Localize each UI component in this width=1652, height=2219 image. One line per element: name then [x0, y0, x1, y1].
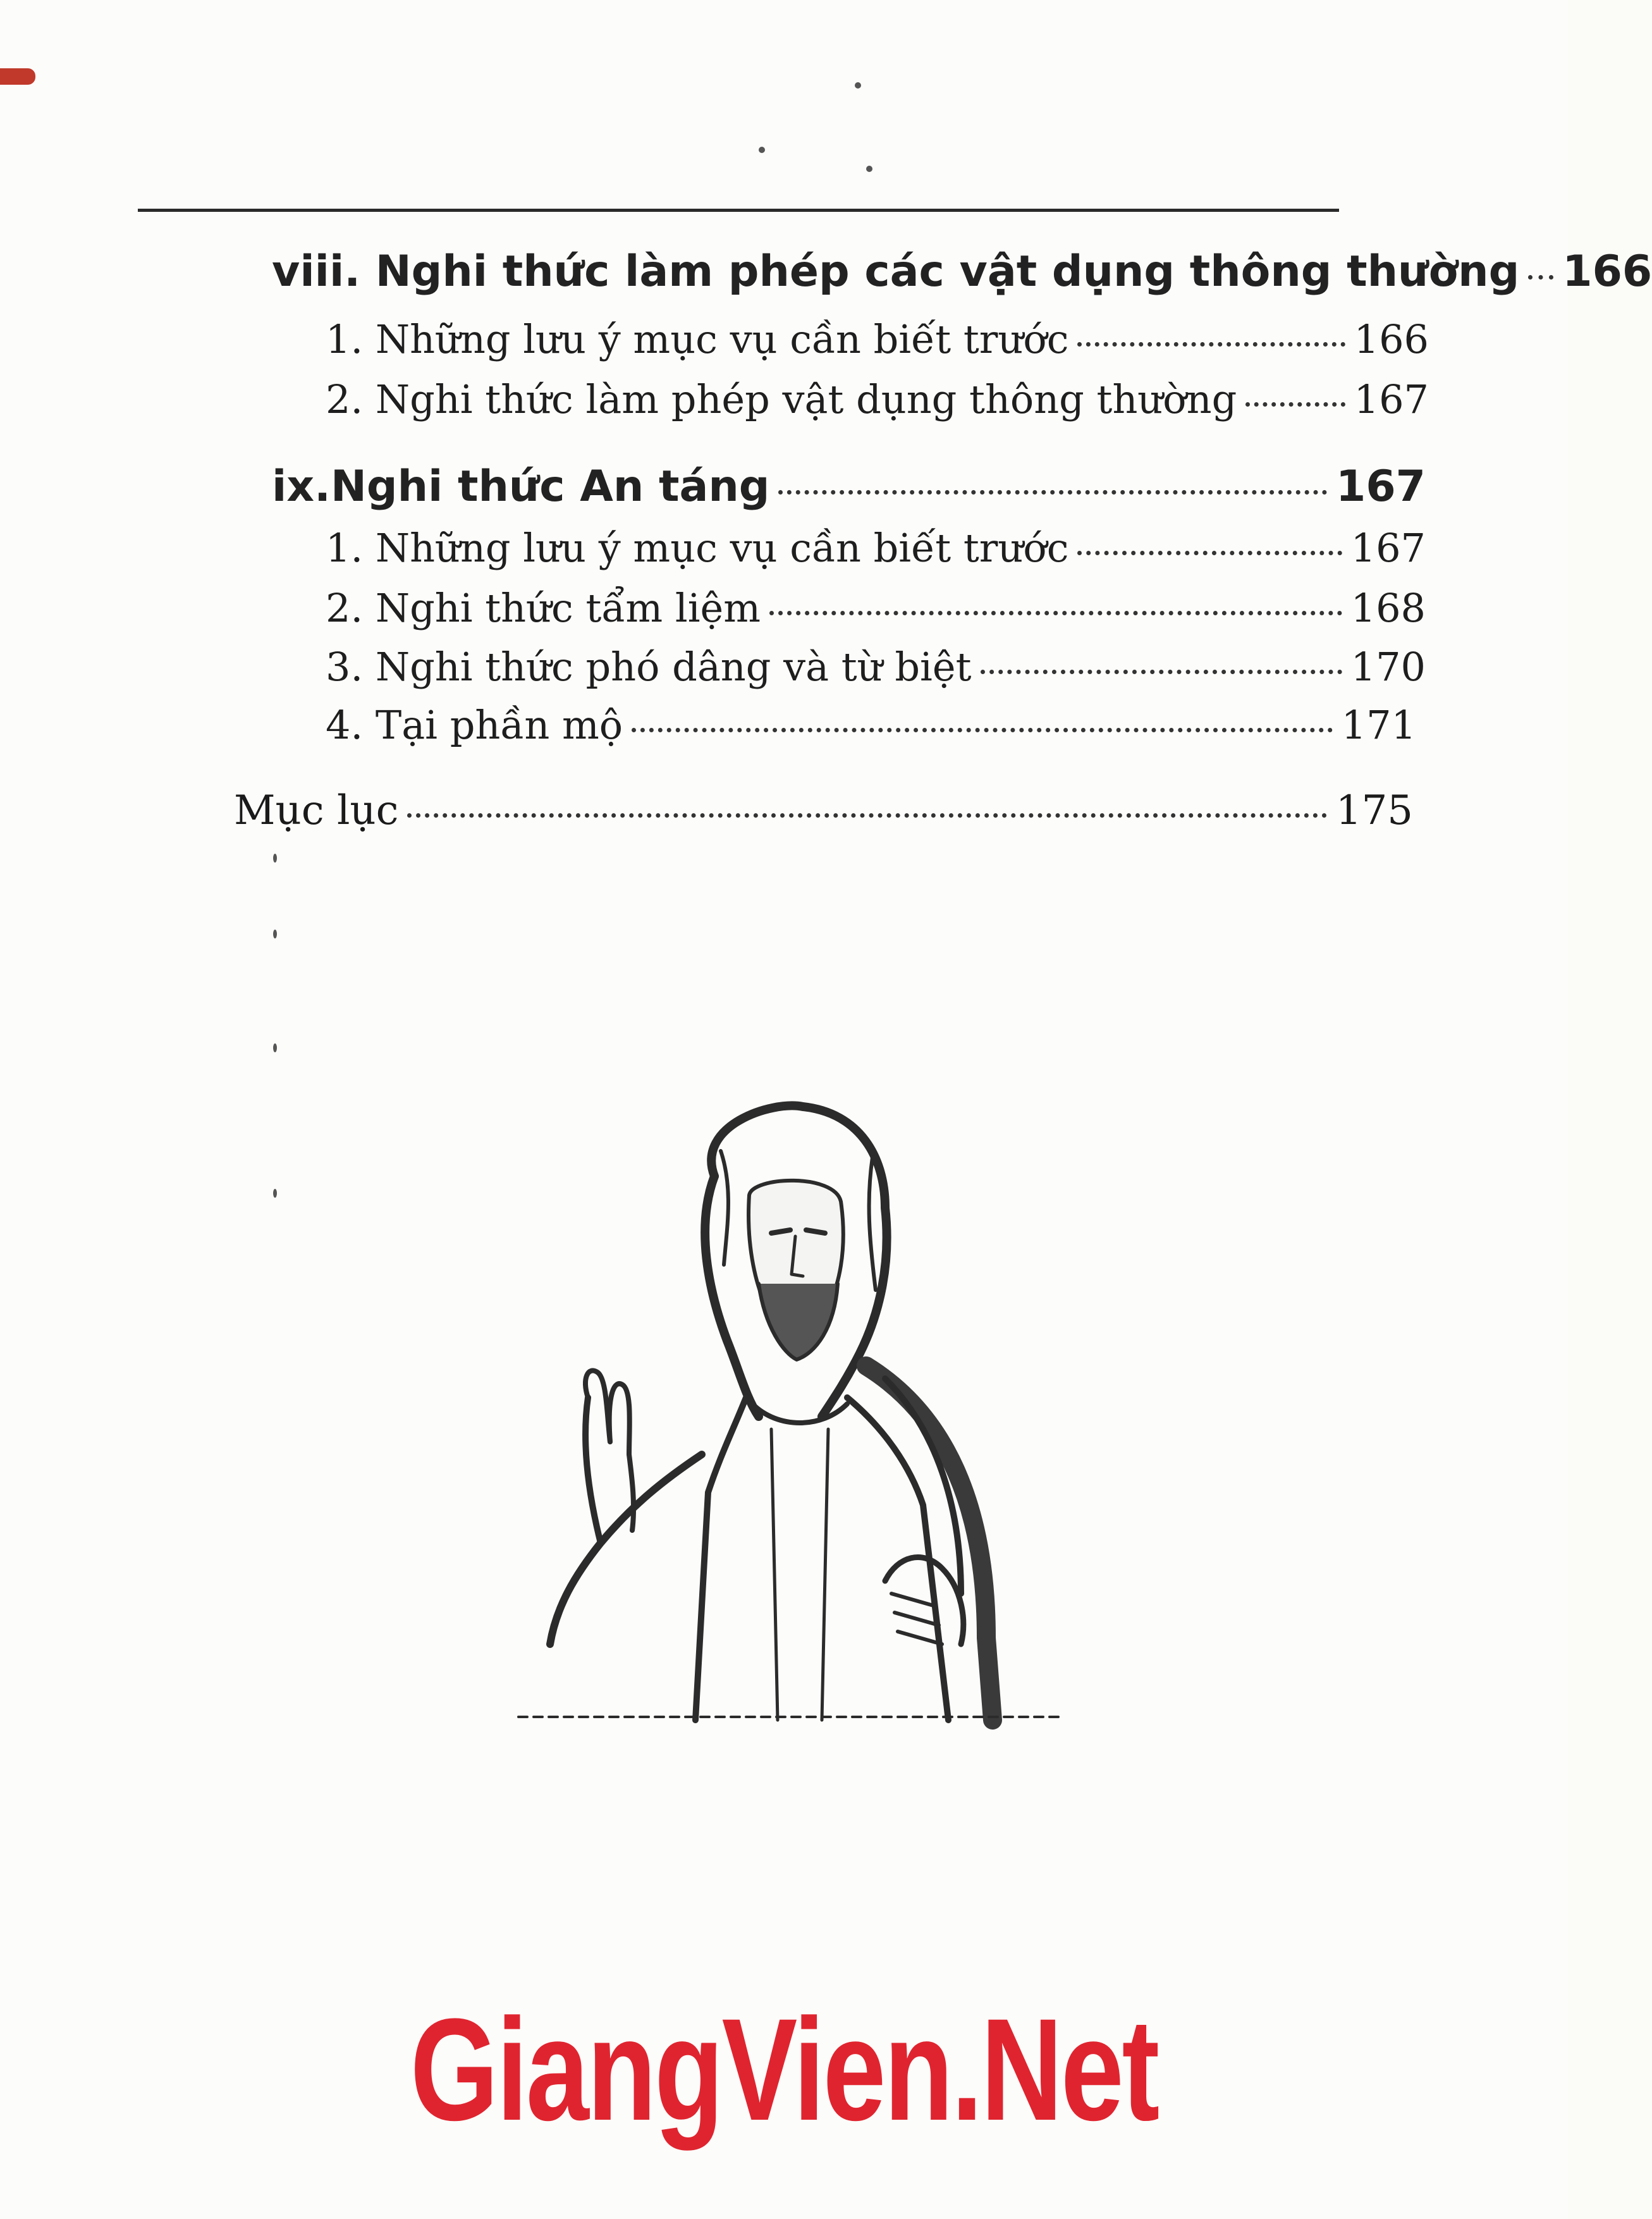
dot-leader [1077, 342, 1345, 347]
toc-section-title: ix.Nghi thức An táng [272, 462, 770, 512]
margin-speck [273, 1043, 277, 1052]
toc-item [326, 644, 1426, 690]
dot-leader [981, 670, 1342, 674]
toc-page-number: 171 [1341, 702, 1416, 748]
toc-item-title: 1. Những lưu ý mục vụ cần biết trước [326, 525, 1069, 571]
toc-item [326, 525, 1426, 571]
toc-page-number: 167 [1350, 525, 1426, 571]
dot-leader [778, 490, 1327, 495]
toc-page-number: 166 [1562, 247, 1652, 297]
watermark-logo: GiangVien.Net [410, 1988, 1158, 2151]
dot-leader [1245, 402, 1345, 407]
toc-page-number: 175 [1335, 787, 1413, 834]
toc-item-title: 2. Nghi thức làm phép vật dụng thông thường [326, 376, 1237, 422]
toc-page-number: 168 [1350, 585, 1426, 631]
margin-speck [273, 1189, 277, 1198]
toc-item [326, 585, 1426, 631]
jesus-illustration [506, 1100, 1075, 1726]
toc-item-title: 2. Nghi thức tẩm liệm [326, 585, 761, 631]
toc-item-title: 1. Những lưu ý mục vụ cần biết trước [326, 316, 1069, 362]
toc-page-number: 170 [1350, 644, 1426, 690]
dot-leader [769, 611, 1342, 615]
margin-speck [273, 930, 277, 938]
dot-leader [632, 728, 1333, 732]
toc-page-number: 167 [1336, 462, 1426, 512]
toc-section-title: viii. Nghi thức làm phép các vật dụng thông thường [272, 247, 1520, 297]
dot-leader [1528, 275, 1553, 280]
dot-leader [407, 813, 1326, 818]
toc-item-title: 3. Nghi thức phó dâng và từ biệt [326, 644, 972, 690]
toc-item [326, 702, 1416, 748]
toc-section-viii [272, 247, 1652, 297]
toc-item [326, 376, 1429, 422]
table-of-contents [0, 0, 1652, 885]
toc-page-number: 166 [1354, 316, 1429, 362]
toc-item [326, 316, 1429, 362]
dot-leader [1077, 551, 1342, 555]
toc-contents-entry [234, 787, 1413, 834]
toc-item-title: 4. Tại phần mộ [326, 702, 623, 748]
margin-speck [273, 854, 277, 863]
toc-contents-title: Mục lục [234, 787, 399, 834]
toc-section-ix [272, 462, 1426, 512]
toc-page-number: 167 [1354, 376, 1429, 422]
